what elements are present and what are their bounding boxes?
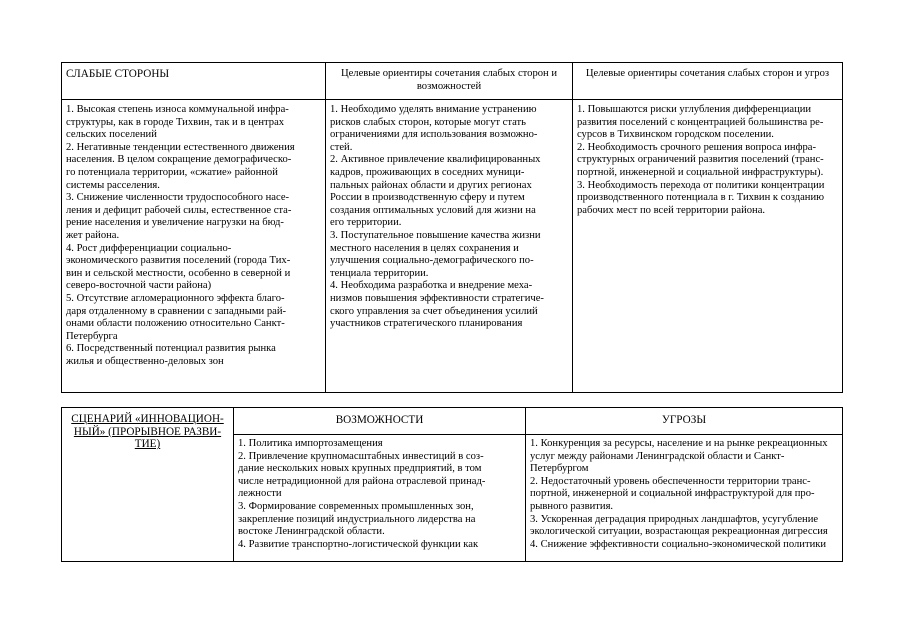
weaknesses-table — [61, 62, 843, 393]
threats-header: УГРОЗЫ — [661, 414, 707, 426]
threats-body-cell — [526, 435, 843, 562]
weakness-threat-header-cell — [573, 63, 843, 100]
weaknesses-list: 1. Высокая степень износа коммунальной инфра- структуры, как в городе Тихвин, так и в центрах сельских поселений 2. Негативные тенденции естественного движения населения. В целом сокращение демографическо- го потенциала территории, «сжатие» районной системы расселения. 3. Снижение численности трудоспособного насе- ления и дефицит рабочей силы, естественное ста- рение населения и увеличение нагрузки на бюд- жет района. 4. Рост дифференциации социально- экономического развития поселений (города Тих- вин и сельской местности, особенно в северной и северо-восточной части района) 5. Отсутствие агломерационного эффекта благо- даря отдаленному в сравнении с западными рай- онами области положению относительно Санкт- Петербурга 6. Посредственный потенциал развития рынка жилья и общественно-деловых зон — [66, 104, 295, 367]
weakness-threat-header: Целевые ориентиры сочетания слабых сторон и угроз — [585, 68, 830, 79]
opportunities-header-cell — [234, 408, 526, 435]
scenario-table-header-row — [62, 408, 843, 435]
weaknesses-table-body-row — [62, 100, 843, 393]
opportunities-header: ВОЗМОЖНОСТИ — [335, 414, 424, 426]
weaknesses-table-header-row — [62, 63, 843, 100]
scenario-title-cell — [62, 408, 234, 562]
opportunities-list: 1. Политика импортозамещения 2. Привлечение крупномасштабных инвестиций в соз- дание нескольких новых крупных предприятий, в том числе нетрадиционной для района отраслевой принад- лежности 3. Формирование современных промышленных зон, закрепление позиций индустриального лидерства на востоке Ленинградской области. 4. Развитие транспортно-логистической функции как — [238, 438, 486, 550]
scenario-table — [61, 407, 843, 562]
weakness-opportunity-body-cell — [326, 100, 573, 393]
weakness-threat-body-cell — [573, 100, 843, 393]
threats-header-cell — [526, 408, 843, 435]
opportunities-body-cell — [234, 435, 526, 562]
weakness-opportunity-list: 1. Необходимо уделять внимание устранению рисков слабых сторон, которые могут стать ограничениями для использования возможно- стей. 2. Активное привлечение квалифицированных кадров, проживающих в соседних муници- пальных районах области и других регионах России в производственную сферу и путем создания оптимальных условий для жизни на его территории. 3. Поступательное повышение качества жизни местного населения в целях сохранения и улучшения социально-демографического по- тенциала территории. 4. Необходима разработка и внедрение меха- низмов повышения эффективности стратегиче- ского управления за счет объединения усилий участников стратегического планирования — [330, 104, 544, 330]
weakness-opportunity-header-cell — [326, 63, 573, 100]
weaknesses-header: СЛАБЫЕ СТОРОНЫ — [66, 68, 170, 80]
weakness-opportunity-header: Целевые ориентиры сочетания слабых сторон и возможностей — [340, 68, 558, 92]
weaknesses-body-cell — [62, 100, 326, 393]
threats-list: 1. Конкуренция за ресурсы, население и на рынке рекреационных услуг между районами Ленинградской области и Санкт- Петербургом 2. Недостаточный уровень обеспеченности территории транс- портной, инженерной и социальной инфраструктурой для про- рывного развития. 3. Ускоренная деградация природных ландшафтов, усугубление экологической ситуации, возрастающая рекреационная дигрессия 4. Снижение эффективности социально-экономической политики — [530, 438, 828, 550]
weakness-threat-list: 1. Повышаются риски углубления дифференциации развития поселений с концентрацией большинства ре- сурсов в Тихвинском городском поселении. 2. Необходимость срочного решения вопроса инфра- структурных ограничений развития поселений (транс- портной, инженерной и социальной инфраструктуры). 3. Необходимость перехода от политики концентрации производственного потенциала в г. Тихвин к созданию рабочих мест по всей территории района. — [577, 104, 825, 216]
scenario-title: СЦЕНАРИЙ «ИННОВАЦИОН- НЫЙ» (ПРОРЫВНОЕ РАЗВИ- ТИЕ) — [71, 413, 224, 451]
weaknesses-header-cell — [62, 63, 326, 100]
